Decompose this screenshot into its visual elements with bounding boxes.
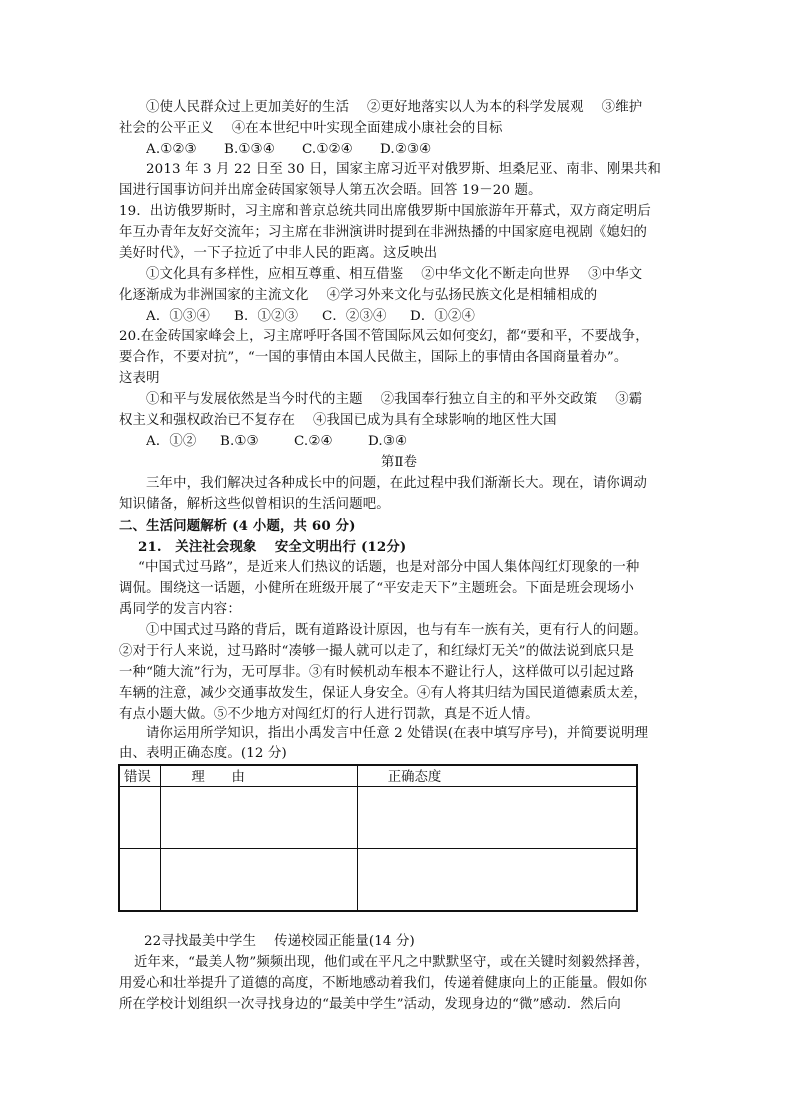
answer-cell-error-1[interactable] [119, 787, 161, 849]
q21-line-9: 请你运用所学知识，指出小禹发言中任意 2 处错误(在表中填写序号)，并简要说明理 [146, 726, 649, 741]
q19-option-a: A．①③④ [146, 309, 210, 324]
answer-row-2 [119, 849, 637, 911]
answer-cell-reason-2[interactable] [161, 849, 357, 911]
q18-option-a: A.①②③ [146, 142, 197, 157]
answer-cell-attitude-2[interactable] [357, 849, 637, 911]
q19-stem-line-1: 19．出访俄罗斯时，习主席和普京总统共同出席俄罗斯中国旅游年开幕式，双方商定明后 [119, 204, 651, 219]
header-reason: 理 由 [161, 765, 357, 787]
q21-line-2: 调侃。围绕这一话题，小健所在班级开展了“平安走天下”主题班会。下面是班会现场小 [119, 581, 634, 596]
q20-option-b: B.①③ [220, 434, 259, 449]
section-heading: 二、生活问题解析 (4 小题，共 60 分) [119, 518, 356, 534]
q18-statements-line-2: 社会的公平正义 ④在本世纪中叶实现全面建成小康社会的目标 [119, 121, 503, 136]
intro-line-1: 2013 年 3 月 22 日至 30 日，国家主席习近平对俄罗斯、坦桑尼亚、南非、刚果共和 [146, 162, 662, 177]
q20-option-c: C.②④ [294, 434, 333, 449]
header-attitude: 正确态度 [357, 765, 637, 787]
q19-answer-options [146, 307, 676, 327]
q19-stem-line-2: 年互办青年友好交流年；习主席在非洲演讲时提到在非洲热播的中国家庭电视剧《媳妇的 [119, 225, 648, 240]
q21-line-7: 车辆的注意，减少交通事故发生，保证人身安全。④有人将其归结为国民道德素质太差， [119, 686, 648, 701]
q20-stem-line-3: 这表明 [119, 371, 160, 386]
q21-line-4: ①中国式过马路的背后，既有道路设计原因，也与有车一族有关，更有行人的问题。 [146, 623, 648, 638]
q22-line-1: 近年来，“最美人物”频频出现，他们或在平凡之中默默坚守，或在关键时刻毅然择善， [134, 955, 649, 970]
q18-statements-line-1: ①使人民群众过上更加美好的生活 ②更好地落实以人为本的科学发展观 ③维护 [146, 100, 643, 115]
q18-option-d: D.②③④ [380, 142, 432, 157]
q18-option-c: C.①②④ [302, 142, 353, 157]
q20-option-d: D.③④ [368, 434, 408, 449]
q20-stem-line-2: 要合作，不要对抗”，“一国的事情由本国人民做主，国际上的事情由各国商量着办”。 [119, 350, 628, 365]
intro-line-2: 国进行国事访问并出席金砖国家领导人第五次会晤。回答 19－20 题。 [119, 183, 542, 198]
q21-line-6: 一种“随大流”行为，无可厚非。③有时候机动车根本不避让行人，这样做可以引起过路 [119, 665, 634, 680]
answer-cell-reason-1[interactable] [161, 787, 357, 849]
q21-line-10: 由、表明正确态度。(12 分) [119, 746, 287, 761]
part2-intro-line-2: 知识储备，解析这些似曾相识的生活问题吧。 [119, 497, 390, 512]
q18-answer-options [146, 140, 676, 160]
q20-stem-line-1: 20.在金砖国家峰会上，习主席呼吁各国不管国际风云如何变幻，都“要和平，不要战争， [119, 329, 649, 344]
q20-statements-line-1: ①和平与发展依然是当今时代的主题 ②我国奉行独立自主的和平外交政策 ③霸 [146, 392, 643, 407]
answer-table-header [119, 765, 637, 787]
q19-stem-line-3: 美好时代》，一下子拉近了中非人民的距离。这反映出 [119, 246, 438, 261]
q22-title: 22寻找最美中学生 传递校园正能量(14 分) [144, 934, 415, 949]
answer-table [118, 764, 638, 912]
q19-option-d: D．①②④ [410, 309, 476, 324]
q18-option-b: B.①③④ [224, 142, 275, 157]
q20-option-a: A．①② [146, 434, 197, 449]
q21-line-5: ②对于行人来说，过马路时“凑够一撮人就可以走了，和红绿灯无关”的做法说到底只是 [119, 644, 634, 659]
q20-statements-line-2: 权主义和强权政治已不复存在 ④我国已成为具有全球影响的地区性大国 [119, 413, 557, 428]
q19-option-b: B．①②③ [234, 309, 299, 324]
q20-answer-options [146, 432, 676, 452]
q21-title: 21. 关注社会现象 安全文明出行 (12分) [138, 539, 407, 555]
q22-line-2: 用爱心和壮举提升了道德的高度，不断地感动着我们，传递着健康向上的正能量。假如你 [119, 976, 648, 991]
q21-line-1: “中国式过马路”，是近来人们热议的话题，也是对部分中国人集体闯红灯现象的一种 [138, 560, 640, 575]
part2-title: 第Ⅱ卷 [380, 455, 418, 470]
q19-statements-line-2: 化逐渐成为非洲国家的主流文化 ④学习外来文化与弘扬民族文化是相辅相成的 [119, 288, 598, 303]
q21-line-3: 禹同学的发言内容： [119, 602, 241, 617]
answer-row-1 [119, 787, 637, 849]
q22-line-3: 所在学校计划组织一次寻找身边的“最美中学生”活动，发现身边的“微”感动．然后向 [119, 997, 621, 1012]
part2-intro-line-1: 三年中，我们解决过各种成长中的问题，在此过程中我们渐渐长大。现在，请你调动 [146, 476, 648, 491]
header-error: 错误 [119, 765, 161, 787]
q21-line-8: 有点小题大做。⑤不少地方对闯红灯的行人进行罚款，真是不近人情。 [119, 707, 539, 722]
q19-statements-line-1: ①文化具有多样性，应相互尊重、相互借鉴 ②中华文化不断走向世界 ③中华文 [146, 267, 643, 282]
answer-cell-attitude-1[interactable] [357, 787, 637, 849]
q19-option-c: C．②③④ [322, 309, 387, 324]
answer-cell-error-2[interactable] [119, 849, 161, 911]
